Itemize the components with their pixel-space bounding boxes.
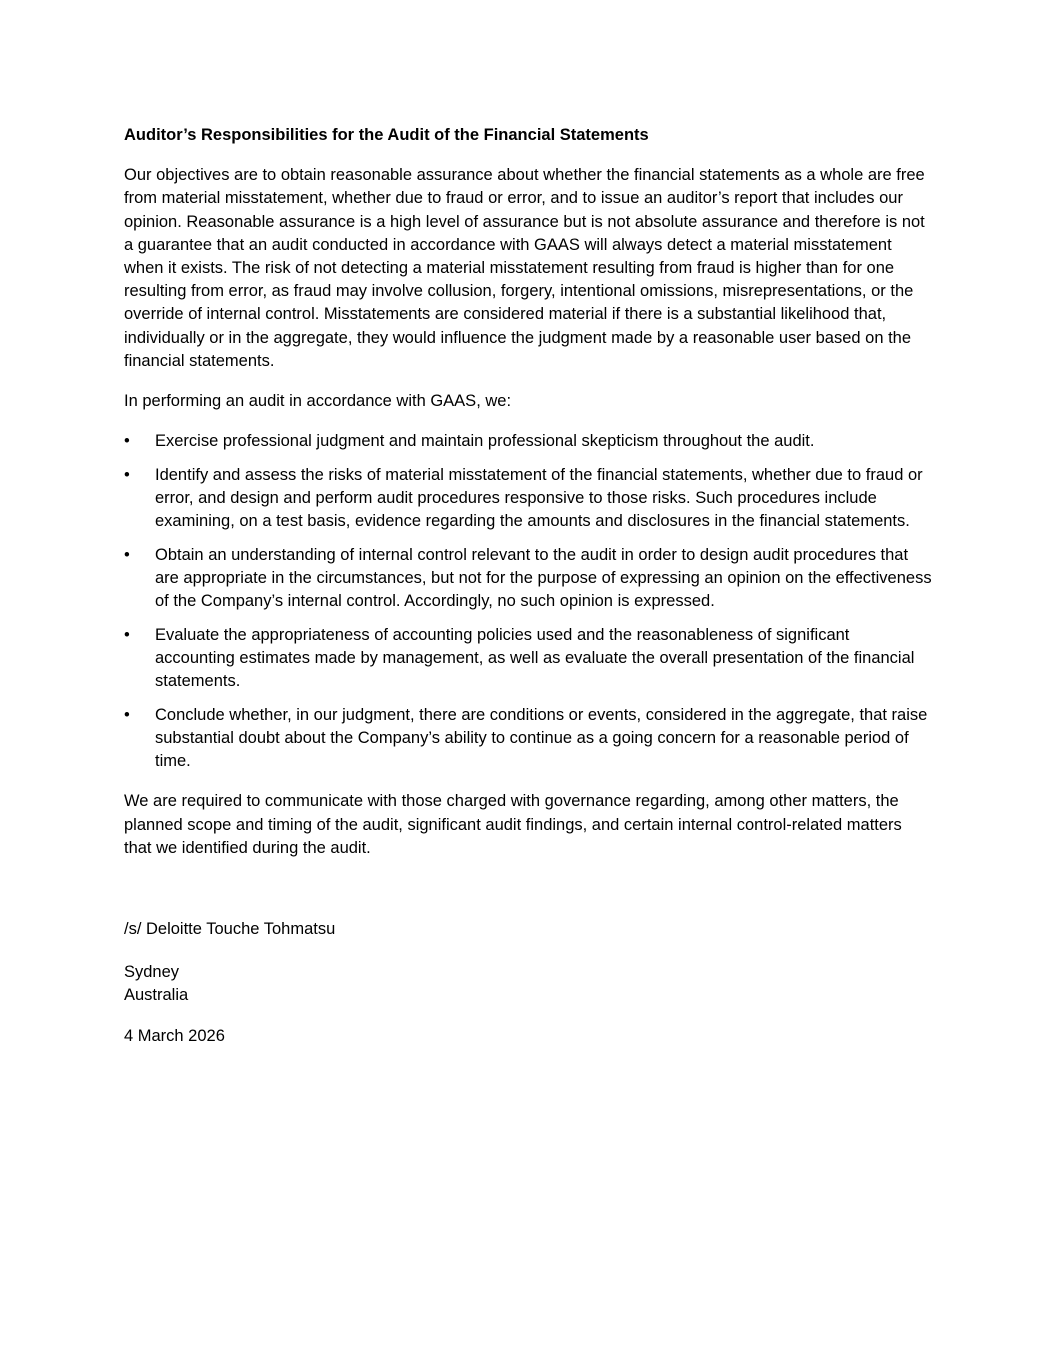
signing-country: Australia	[124, 986, 189, 1005]
list-item-text: Evaluate the appropriateness of accounting policies used and the reasonableness of significant accounting estimates made by management, as well as evaluate the overall presentation of the financial statements.	[155, 625, 915, 691]
bullet-icon: •	[124, 465, 130, 484]
section-heading: Auditor’s Responsibilities for the Audit of the Financial Statements	[124, 126, 649, 144]
document-page	[124, 124, 932, 1048]
bullet-icon: •	[124, 432, 130, 451]
bullet-icon: •	[124, 545, 130, 564]
report-date: 4 March 2026	[124, 1026, 225, 1045]
bullet-icon: •	[124, 705, 130, 724]
list-item	[124, 544, 932, 614]
bullet-icon: •	[124, 625, 130, 644]
responsibilities-list	[124, 430, 932, 773]
list-item	[124, 704, 932, 774]
list-item-text: Obtain an understanding of internal control relevant to the audit in order to design audit procedures that are appropriate in the circumstances, but not for the purpose of expressing an opinion on the effectiveness of the Company’s internal control. Accordingly, no such opinion is expressed.	[155, 545, 932, 611]
list-item	[124, 624, 932, 694]
list-item-text: Identify and assess the risks of material misstatement of the financial statements, whether due to fraud or error, and design and perform audit procedures responsive to those risks. Such procedures include examining, on a test basis, evidence regarding the amounts and disclosures in the financial statements.	[155, 465, 923, 531]
list-item-text: Conclude whether, in our judgment, there are conditions or events, considered in the aggregate, that raise substantial doubt about the Company’s ability to continue as a going concern for a reasonable period of time.	[155, 705, 928, 771]
signing-city: Sydney	[124, 963, 180, 982]
auditor-signature: /s/ Deloitte Touche Tohmatsu	[124, 920, 336, 939]
intro-paragraph: In performing an audit in accordance with GAAS, we:	[124, 392, 512, 411]
objectives-paragraph: Our objectives are to obtain reasonable assurance about whether the financial statements as a whole are free from material misstatement, whether due to fraud or error, and to issue an auditor’s report that includes our opinion. Reasonable assurance is a high level of assurance but is not absolute assurance and therefore is not a guarantee that an audit conducted in accordance with GAAS will always detect a material misstatement when it exists. The risk of not detecting a material misstatement resulting from fraud is higher than for one resulting from error, as fraud may involve collusion, forgery, intentional omissions, misrepresentations, or the override of internal control. Misstatements are considered material if there is a substantial likelihood that, individually or in the aggregate, they would influence the judgment made by a reasonable user based on the financial statements.	[124, 166, 925, 370]
list-item	[124, 464, 932, 534]
signing-location	[124, 961, 932, 1007]
list-item	[124, 430, 932, 453]
list-item-text: Exercise professional judgment and maintain professional skepticism throughout the audit.	[155, 432, 815, 451]
governance-paragraph: We are required to communicate with those charged with governance regarding, among other matters, the planned scope and timing of the audit, significant audit findings, and certain internal control-related matters that we identified during the audit.	[124, 792, 902, 857]
